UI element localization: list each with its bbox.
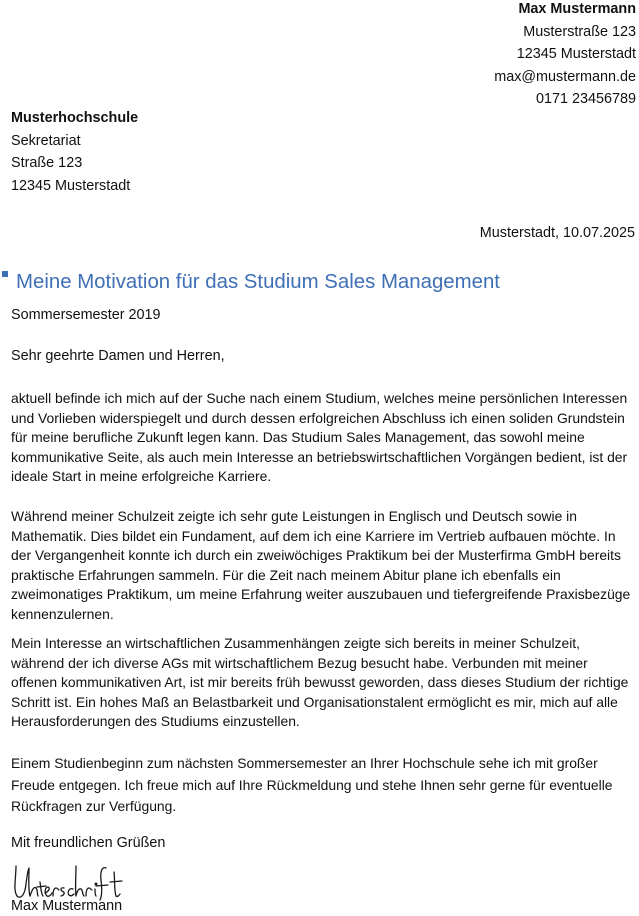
sender-name: Max Mustermann xyxy=(518,1,636,17)
body-paragraph-3: Mein Interesse an wirtschaftlichen Zusammenhängen zeigte sich bereits in meiner Schulzeit, während der ich diverse AGs mit wirtschaftlichem Bezug besucht habe. Verbunden mit meiner offenen kommunikativen Art, ist mir bereits früh bewusst geworden, dass dieses Studium der richtige Schritt ist. Ein hohes Maß an Belastbarkeit und Organisationstalent ermöglicht es mir, mich auf alle Herausforderungen des Studiums einzustellen. xyxy=(11,635,629,730)
closing-phrase: Mit freundlichen Grüßen xyxy=(11,835,166,851)
recipient-department: Sekretariat xyxy=(11,132,81,149)
letter-date: Musterstadt, 10.07.2025 xyxy=(479,225,635,241)
sender-city: 12345 Musterstadt xyxy=(516,46,636,62)
recipient-name: Musterhochschule xyxy=(11,110,139,126)
sender-address-block xyxy=(494,0,636,111)
sender-phone: 0171 23456789 xyxy=(535,91,636,107)
recipient-city: 12345 Musterstadt xyxy=(11,177,131,194)
body-paragraph-2: Während meiner Schulzeit zeigte ich sehr gute Leistungen in Englisch und Deutsch sowie in Mathematik. Dies bildet ein Fundament, auf dem ich eine Karriere im Vertrieb aufbauen möchte. In der Vergangenheit konnte ich durch ein zweiwöchiges Praktikum bei der Musterfirma GmbH bereits praktische Erfahrungen sammeln. Für die Zeit nach meinem Abitur plane ich ebenfalls ein zweimonatiges Praktikum, um meine Erfahrung weiter auszubauen und tiefergreifende Praxisbezüge kennenzulernen. xyxy=(11,508,631,622)
signer-name: Max Mustermann xyxy=(11,898,123,914)
body-paragraph-1: aktuell befinde ich mich auf der Suche nach einem Studium, welches meine persönlichen Interessen und Vorlieben widerspiegelt und durch dessen erfolgreichen Abschluss ich einen soliden Grundstein für meine berufliche Zukunft legen kann. Das Studium Sales Management, das sowohl meine kommunikative Seite, als auch mein Interesse an betriebswirtschaftlichen Vorgängen bedient, ist der ideale Start in meine erfolgreiche Karriere. xyxy=(11,390,628,485)
semester-line: Sommersemester 2019 xyxy=(11,307,161,323)
body-paragraph-4: Einem Studienbeginn zum nächsten Sommersemester an Ihrer Hochschule sehe ich mit großer Freude entgegen. Ich freue mich auf Ihre Rückmeldung und stehe Ihnen sehr gerne für eventuelle Rückfragen zur Verfügung. xyxy=(11,755,613,815)
recipient-address-block xyxy=(11,107,138,197)
recipient-street: Straße 123 xyxy=(11,155,83,171)
sender-street: Musterstraße 123 xyxy=(523,23,636,40)
salutation: Sehr geehrte Damen und Herren, xyxy=(11,348,225,364)
heading-text: Meine Motivation für das Studium Sales Management xyxy=(16,271,500,293)
handwritten-signature xyxy=(10,860,135,902)
heading-marker xyxy=(2,271,8,277)
letter-heading xyxy=(2,271,500,294)
sender-email: max@mustermann.de xyxy=(494,68,636,85)
